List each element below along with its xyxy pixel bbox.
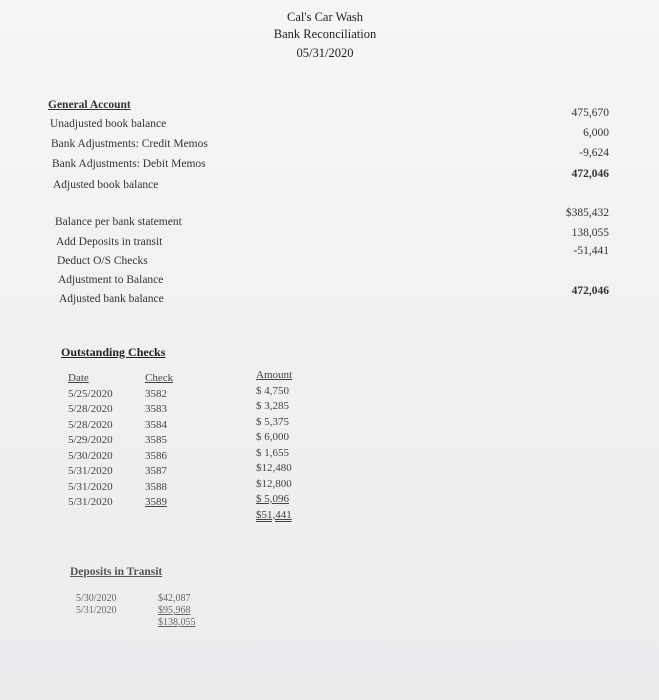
oc-check-cell: 3584 (145, 418, 167, 431)
oc-date-cell: 5/31/2020 (68, 496, 113, 508)
oc-check-cell: 3583 (145, 403, 167, 415)
oc-date-cell: 5/29/2020 (68, 434, 113, 446)
deposits-in-transit-heading: Deposits in Transit (70, 566, 163, 578)
bank-statement-balance-label: Balance per bank statement (55, 216, 182, 228)
oc-amount-cell: $ 4,750 (256, 384, 289, 397)
oc-amount-cell: $12,480 (256, 462, 292, 474)
adjusted-book-balance-value: 472,046 (571, 168, 609, 180)
bank-statement-balance-value: $385,432 (565, 207, 609, 219)
dit-date-cell: 5/30/2020 (76, 593, 117, 604)
adjustment-to-balance-label: Adjustment to Balance (58, 274, 164, 286)
outstanding-checks-heading: Outstanding Checks (61, 345, 166, 359)
oc-date-cell: 5/31/2020 (68, 465, 113, 477)
general-account-heading: General Account (48, 99, 131, 111)
oc-date-cell: 5/28/2020 (68, 418, 113, 431)
oc-amount-cell: $ 5,096 (256, 493, 289, 505)
oc-date-cell: 5/30/2020 (68, 449, 113, 462)
oc-amount-column (256, 368, 292, 523)
oc-date-cell: 5/28/2020 (68, 403, 113, 415)
oc-check-cell: 3586 (145, 449, 167, 462)
credit-memos-value: 6,000 (583, 127, 609, 139)
unadjusted-book-balance-label: Unadjusted book balance (50, 118, 167, 130)
debit-memos-value: -9,624 (579, 147, 609, 159)
oc-date-header: Date (68, 372, 89, 384)
dit-amount-cell: $42,087 (158, 593, 191, 604)
dit-amount-column (158, 593, 196, 629)
oc-check-cell: 3589 (145, 496, 167, 508)
unadjusted-book-balance-value: 475,670 (571, 107, 609, 119)
outstanding-checks-label: Deduct O/S Checks (57, 255, 148, 267)
oc-amount-cell: $ 5,375 (256, 415, 289, 428)
dit-date-cell: 5/31/2020 (76, 605, 117, 616)
oc-date-column (68, 371, 113, 511)
oc-date-cell: 5/25/2020 (68, 387, 113, 400)
oc-amount-cell: $ 3,285 (256, 400, 289, 412)
oc-amount-cell: $ 1,655 (256, 446, 289, 459)
oc-check-header: Check (145, 372, 174, 384)
oc-amount-header: Amount (256, 369, 293, 381)
adjusted-book-balance-label: Adjusted book balance (53, 179, 159, 191)
oc-check-cell: 3588 (145, 480, 167, 493)
credit-memos-label: Bank Adjustments: Credit Memos (51, 138, 208, 150)
deposits-in-transit-label: Add Deposits in transit (56, 236, 163, 248)
oc-check-cell: 3582 (145, 387, 167, 400)
dit-total: $138,055 (158, 617, 196, 628)
report-date: 05/31/2020 (296, 46, 354, 60)
company-name: Cal's Car Wash (286, 10, 363, 24)
oc-date-cell: 5/31/2020 (68, 480, 113, 493)
report-title: Bank Reconciliation (273, 27, 377, 41)
adjusted-bank-balance-value: 472,046 (571, 285, 609, 297)
oc-check-cell: 3587 (145, 465, 167, 477)
dit-date-column (76, 593, 117, 617)
oc-total: $51,441 (256, 508, 292, 521)
deposits-in-transit-value: 138,055 (571, 227, 609, 239)
oc-amount-cell: $12,800 (256, 477, 292, 490)
oc-amount-cell: $ 6,000 (256, 431, 289, 443)
oc-check-cell: 3585 (145, 434, 167, 446)
adjusted-bank-balance-label: Adjusted bank balance (59, 293, 164, 305)
debit-memos-label: Bank Adjustments: Debit Memos (52, 158, 206, 170)
outstanding-checks-value: -51,441 (573, 245, 609, 257)
oc-check-column (145, 371, 173, 511)
dit-amount-cell: $95,968 (158, 605, 191, 616)
